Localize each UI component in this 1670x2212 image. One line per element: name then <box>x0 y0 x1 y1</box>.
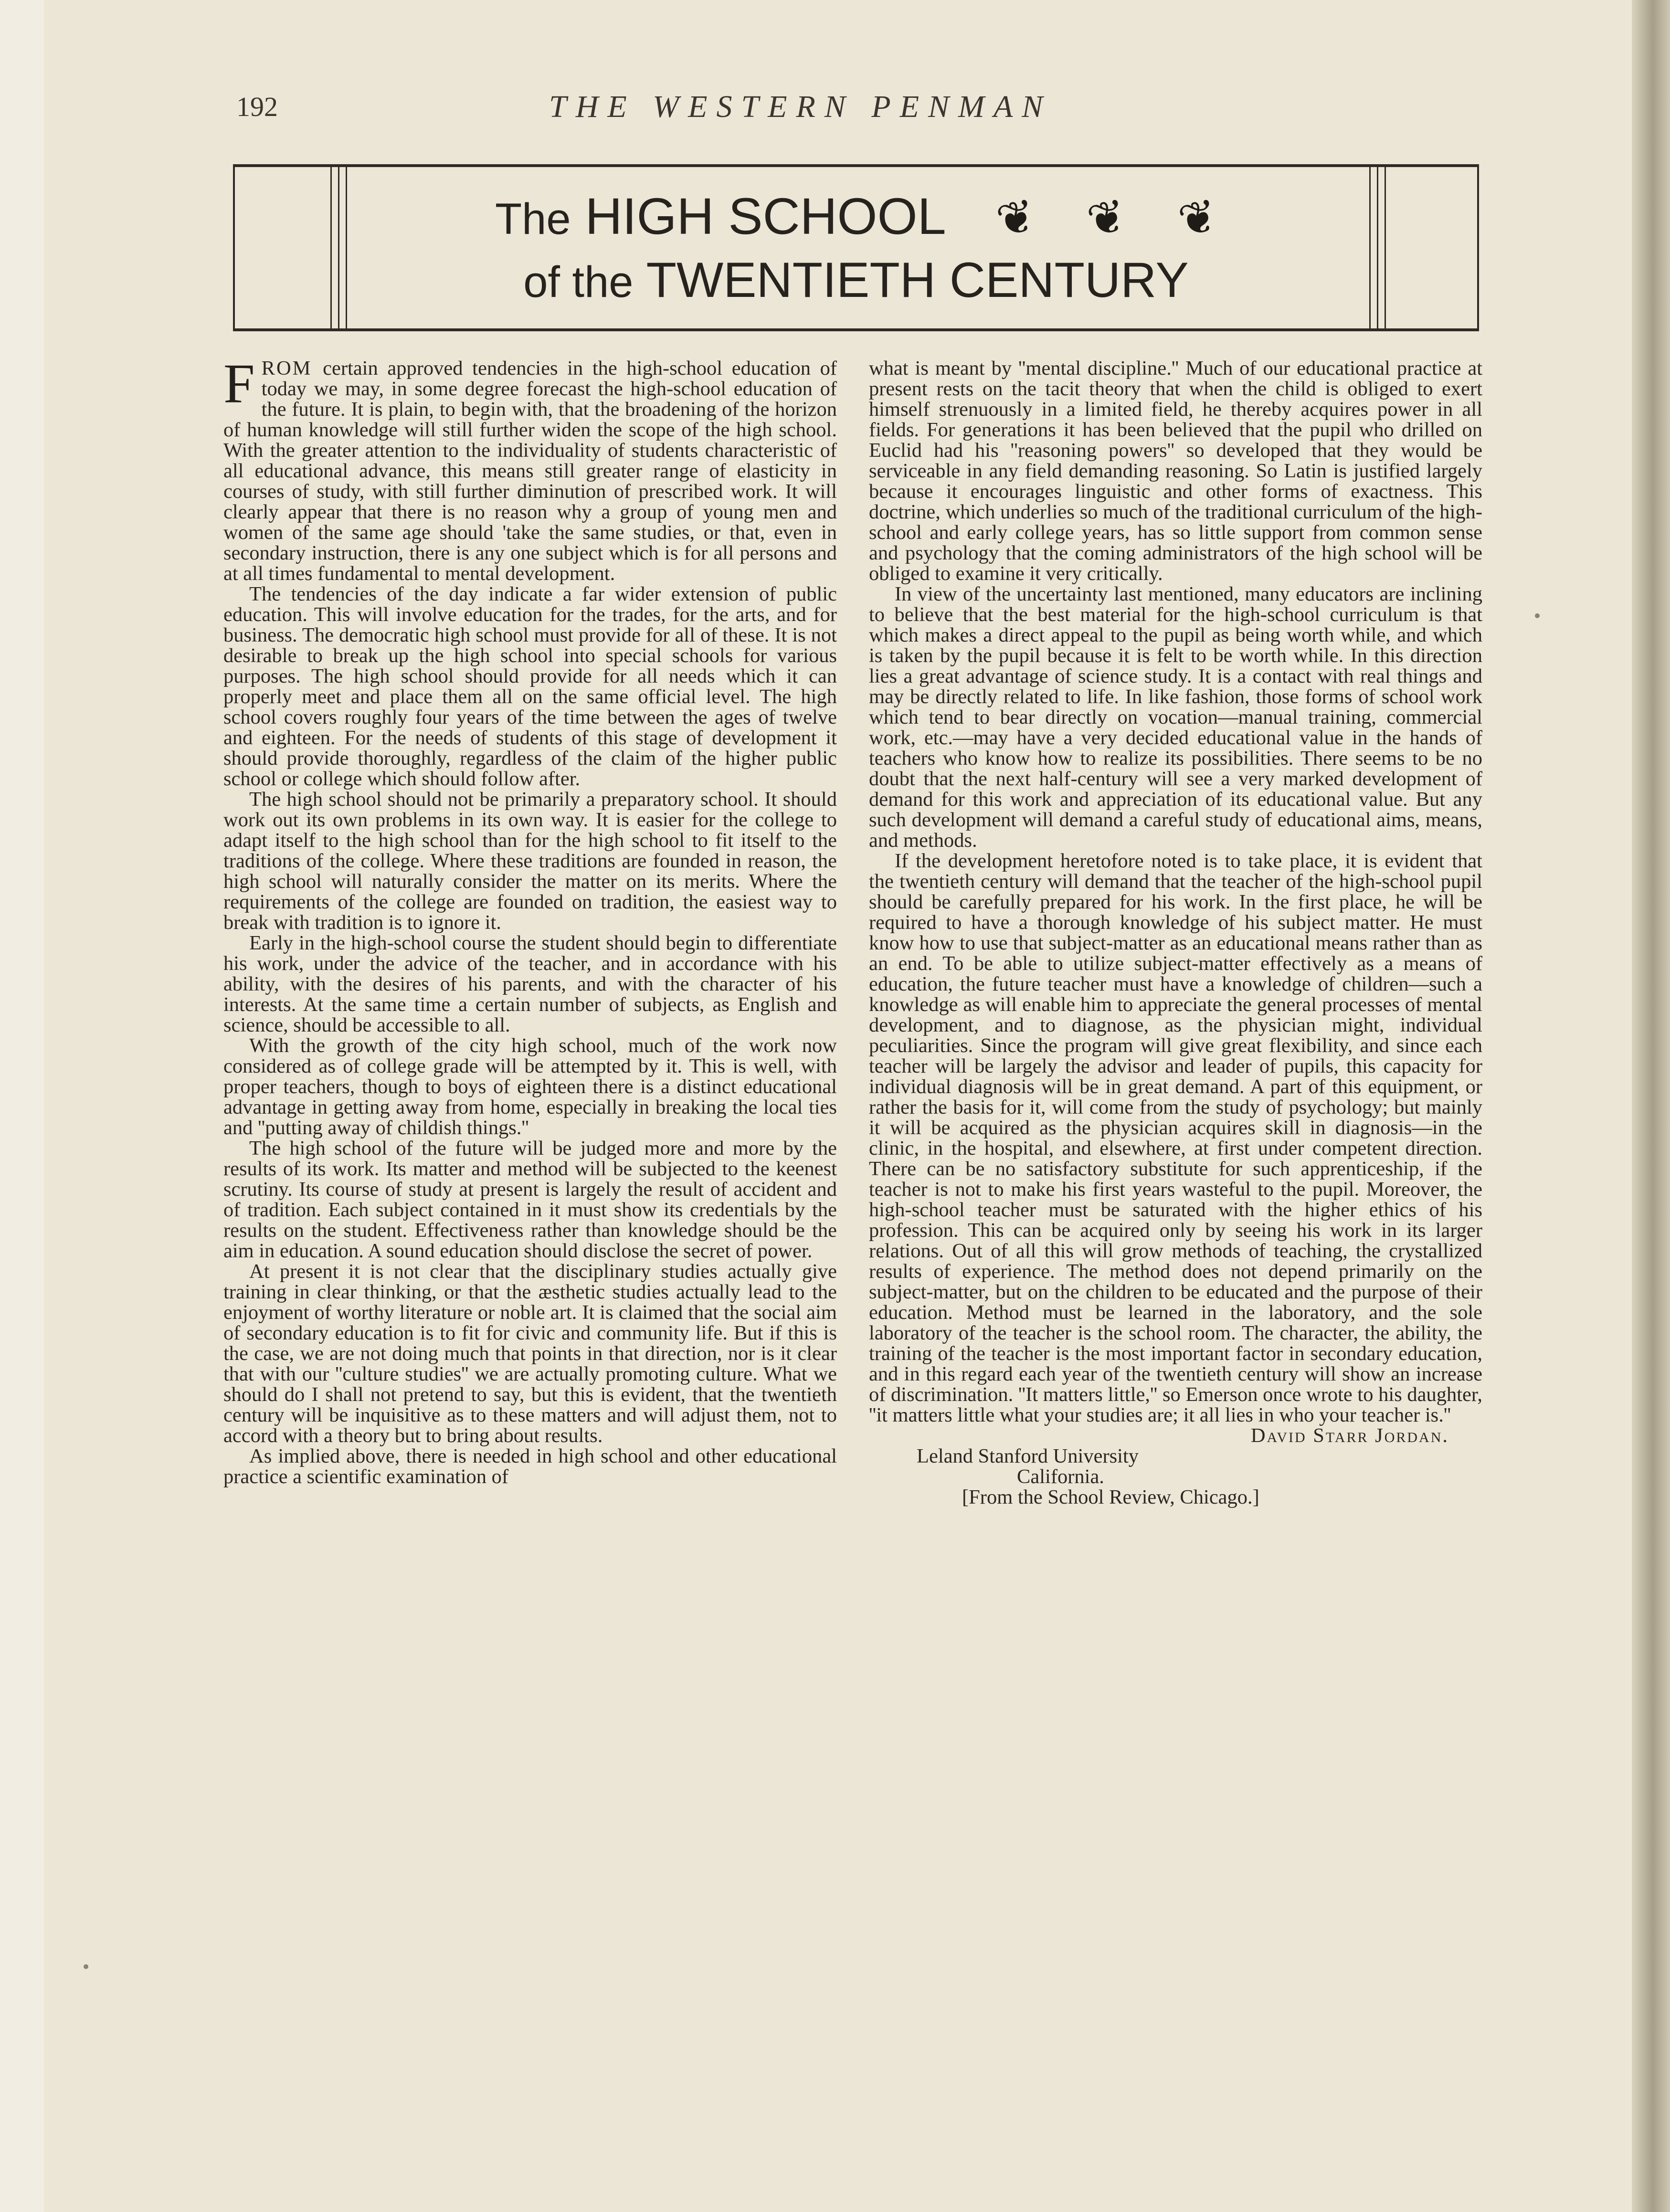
title-main: HIGH SCHOOL <box>585 187 944 245</box>
paragraph-text: certain approved tendencies in the high-school education of today we may, in some degree forecast the high-school education of the future. It is plain, to begin with, that the broadening of the horizon of human knowledge will still further widen the scope of the high school. With the greater attention to the individuality of students characteristic of all educational advance, this means still greater range of elasticity in courses of study, with still further diminution of prescribed work. It will clearly appear that there is no reason why a group of young men and women of the same age should 'take the same studies, or that, even in secondary instruction, there is any one subject which is for all persons and at all times fundamental to mental development. <box>223 357 837 585</box>
title-prefix: of the <box>523 258 634 306</box>
article-paragraph: The high school should not be primarily a preparatory school. It should work out its own problems in its own way. It is easier for the college to adapt itself to the high school than for the high school to fit itself to the traditions of the college. Where these traditions are founded in reason, the high school will naturally consider the matter on its merits. Where the requirements of the college are founded on tradition, the easiest way to break with tradition is to ignore it. <box>223 788 837 934</box>
page-number: 192 <box>236 91 278 122</box>
author-affiliation: Leland Stanford University <box>917 1445 1139 1467</box>
article-column-left <box>223 352 837 1488</box>
article-paragraph: Early in the high-school course the student should begin to differentiate his work, under the advice of the teacher, and in accordance with his ability, with the desires of his parents, and with the character of his interests. At the same time a certain number of subjects, as English and science, should be accessible to all. <box>223 932 837 1036</box>
author-signature: David Starr Jordan. <box>1250 1424 1449 1447</box>
article-column-right <box>869 358 1482 1507</box>
drop-cap: F <box>223 352 255 415</box>
running-head: THE WESTERN PENMAN <box>549 89 1052 124</box>
article-paragraph: If the development heretofore noted is to take place, it is evident that the twentieth century will demand that the teacher of the high-school pupil should be carefully prepared for his work. In the first place, he will be required to have a thorough knowledge of his subject matter. He must know how to use that subject-matter as an educational means rather than as an end. To be able to utilize subject-matter effectively as a means of education, the future teacher must have a knowledge of children—such a knowledge as will enable him to appreciate the general processes of mental development, and to diagnose, as the physician might, individual peculiarities. Since the program will give great flexibility, and since each teacher will be largely the advisor and leader of pupils, this capacity for individual diagnosis will be in great demand. A part of this equipment, or rather the basis for it, will come from the study of psychology; but mainly it will be acquired as the physician acquires skill in diagnosis—in the clinic, in the hospital, and elsewhere, at first under competent direction. There can be no satisfactory substitute for such apprenticeship, if the teacher is not to make his first years wasteful to the pupil. Moreover, the high-school teacher must be saturated with the higher ethics of his profession. This can be acquired only by seeing his work in its larger relations. Out of all this will grow methods of teaching, the crystallized results of experience. The method does not depend primarily on the subject-matter, but on the children to be educated and the purpose of their education. Method must be learned in the laboratory, and the sole laboratory of the teacher is the school room. The character, the ability, the training of the teacher is the most important factor in secondary education, and in this regard each year of the twentieth century will show an increase of discrimination. ''It matters little,'' so Emerson once wrote to his daughter, ''it matters little what your studies are; it all lies in who your teacher is.'' <box>869 850 1482 1426</box>
right-column-paragraphs <box>869 358 1482 1425</box>
title-main: TWENTIETH CENTURY <box>646 253 1189 308</box>
article-paragraph: With the growth of the city high school, much of the work now considered as of college grade will be attempted by it. This is well, with proper teachers, though to boys of eighteen there is a distinct educational advantage in getting away from home, especially in breaking the local ties and ''putting away of childish things.'' <box>223 1034 837 1139</box>
article-paragraph: what is meant by ''mental discipline.'' Much of our educational practice at present rests on the tacit theory that when the child is obliged to exert himself strenuously in a limited field, he thereby acquires power in all fields. For generations it has been believed that the pupil who drilled on Euclid had his ''reasoning powers'' so developed that they would be serviceable in any field demanding reasoning. So Latin is justified largely because it encourages linguistic and other forms of exactness. This doctrine, which underlies so much of the traditional curriculum of the high-school and early college years, has so little support from common sense and psychology that the coming administrators of the high school will be obliged to examine it very critically. <box>869 357 1482 585</box>
title-prefix: The <box>495 195 571 243</box>
article-paragraph: The high school of the future will be judged more and more by the results of its work. Its matter and method will be subjected to the keenest scrutiny. Its course of study at present is largely the result of accident and of tradition. Each subject contained in it must show its credentials by the results on the student. Effectiveness rather than knowledge should be the aim in education. A sound education should disclose the secret of power. <box>223 1137 837 1262</box>
article-paragraph: As implied above, there is needed in high school and other educational practice a scientific examination of <box>223 1445 837 1488</box>
author-location: California. <box>1017 1465 1104 1488</box>
source-citation: [From the School Review, Chicago.] <box>962 1486 1259 1508</box>
fleuron-ornament-icon: ❦ <box>1082 188 1131 249</box>
page-binding-edge <box>1632 0 1670 2212</box>
paper-speck <box>1535 613 1540 618</box>
article-paragraph: At present it is not clear that the disciplinary studies actually give training in clear thinking, or that the æsthetic studies actually lead to the enjoyment of worthy literature or noble art. It is claimed that the social aim of secondary education is to fit for civic and community life. But if this is the case, we are not doing much that points in that direction, nor is it clear that with our ''culture studies'' we are actually promoting culture. What we should do I shall not pretend to say, but this is evident, that the twentieth century will be inquisitive as to these matters and will adjust them, not to accord with a theory but to bring about results. <box>223 1260 837 1447</box>
article-paragraph: The tendencies of the day indicate a far wider extension of public education. This will involve education for the trades, for the arts, and for business. The democratic high school must provide for all of these. It is not desirable to break up the high school into special schools for various purposes. The high school should provide for all needs which it can properly meet and place them all on the same official level. The high school covers roughly four years of the time between the ages of twelve and eighteen. For the needs of students of this stage of development it should provide thoroughly, regardless of the claim of the higher public school or college which should follow after. <box>223 583 837 790</box>
fleuron-ornament-icon: ❦ <box>991 188 1040 249</box>
page-margin-left <box>0 0 44 2212</box>
title-box <box>233 164 1479 331</box>
article-paragraph: In view of the uncertainty last mentioned, many educators are inclining to believe that the best material for the high-school curriculum is that which makes a direct appeal to the pupil as being worth while, and which is taken by the pupil because it is felt to be worth while. In this direction lies a great advantage of science study. It is a contact with real things and may be directly related to life. In like fashion, those forms of school work which tend to bear directly on vocation—manual training, commercial work, etc.—may have a very decided educational value in the hands of teachers who know how to realize its possibilities. There seems to be no doubt that the next half-century will see a very marked development of demand for this work and appreciation of its educational value. But any such development will demand a careful study of educational aims, means, and methods. <box>869 583 1482 852</box>
fleuron-ornament-icon: ❦ <box>1173 188 1222 249</box>
article-title-line2 <box>235 252 1477 309</box>
article-paragraph <box>223 352 837 585</box>
paper-speck <box>84 1964 88 1969</box>
article-title-line1 <box>235 186 1477 249</box>
first-word: ROM <box>261 357 323 379</box>
